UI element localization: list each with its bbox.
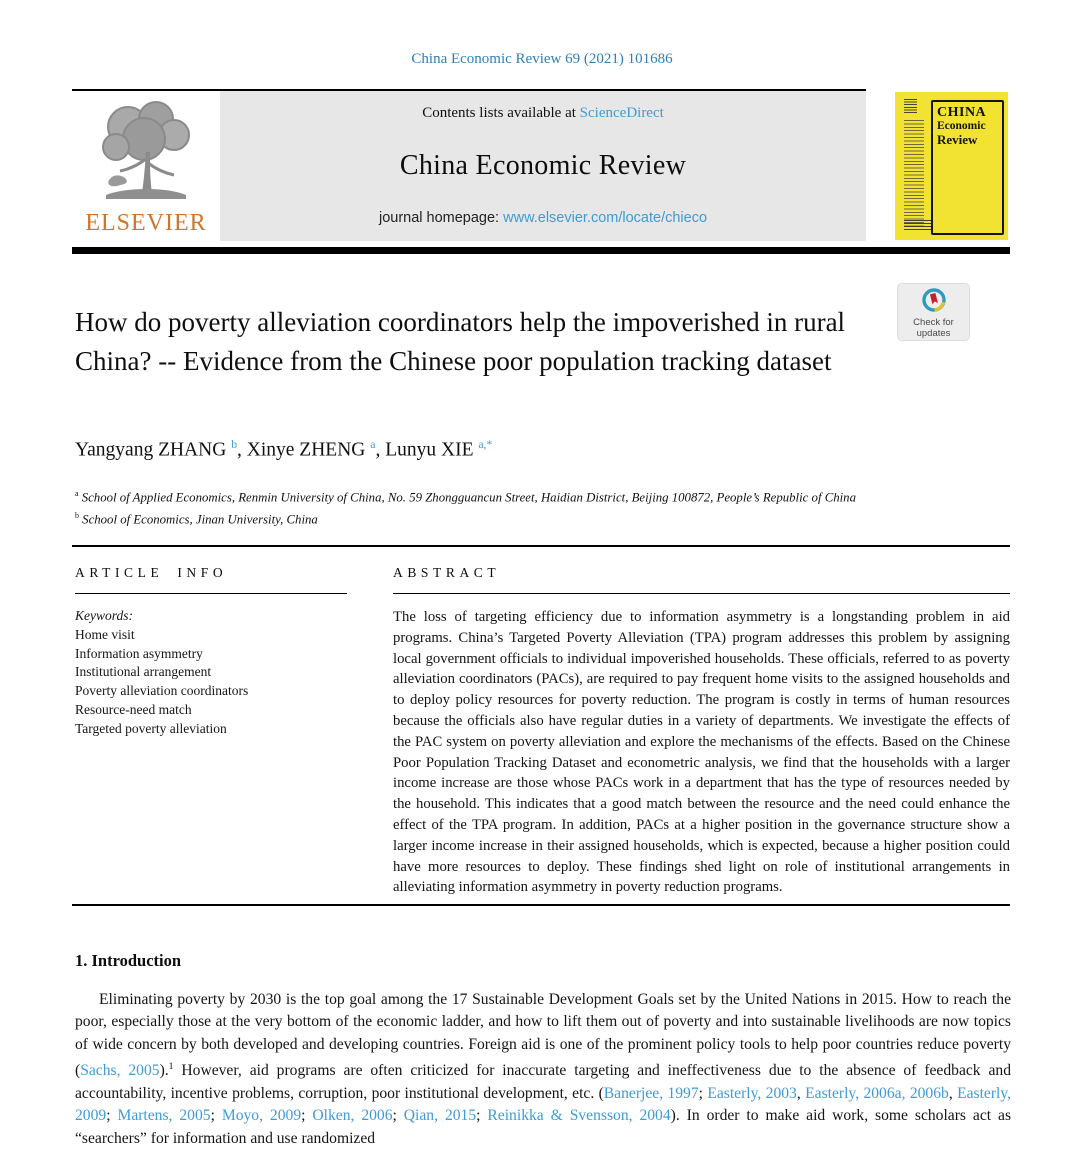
cover-title-line2: Economic bbox=[937, 120, 986, 132]
text-segment: ; bbox=[210, 1107, 222, 1125]
keywords-list bbox=[75, 626, 347, 739]
superscript: a bbox=[75, 489, 79, 498]
text-segment: ; bbox=[476, 1107, 488, 1125]
citation-link[interactable]: Olken, 2006 bbox=[312, 1107, 393, 1125]
section-divider-top bbox=[72, 545, 1010, 547]
article-title: How do poverty alleviation coordinators help the impoverished in rural China? -- Evidence from the Chinese poor population tracking dataset bbox=[75, 307, 846, 376]
author-line bbox=[75, 438, 875, 462]
text-segment: ; bbox=[698, 1084, 708, 1102]
cover-title-box bbox=[931, 100, 1004, 235]
journal-title: China Economic Review bbox=[399, 150, 687, 181]
text-segment: journal homepage: bbox=[378, 210, 504, 226]
text-segment: , Xinye ZHENG bbox=[237, 439, 371, 461]
citation-link[interactable]: ScienceDirect bbox=[579, 105, 664, 121]
affiliation-b bbox=[75, 507, 935, 529]
citation-link[interactable]: Easterly, 2006a, 2006b bbox=[805, 1084, 949, 1102]
affiliations bbox=[75, 485, 935, 529]
text-segment: School of Economics, Jinan University, China bbox=[78, 512, 318, 527]
cover-editors-fineprint bbox=[904, 120, 924, 226]
info-abstract-section bbox=[75, 565, 1010, 898]
citation-link[interactable]: www.elsevier.com/locate/chieco bbox=[503, 210, 708, 226]
abstract-heading: ABSTRACT bbox=[393, 565, 1010, 594]
superscript: 1 bbox=[168, 1061, 174, 1073]
cover-society-fineprint bbox=[904, 220, 931, 231]
citation-link[interactable]: Easterly, 2009 bbox=[75, 1084, 1012, 1125]
journal-cover-thumbnail[interactable] bbox=[895, 92, 1008, 240]
citation-link[interactable]: Banerjee, 1997 bbox=[603, 1084, 699, 1102]
article-info-column bbox=[75, 565, 347, 898]
text-segment: Yangyang ZHANG bbox=[75, 439, 232, 461]
text-segment: School of Applied Economics, Renmin University of China, No. 59 Zhongguancun Street, Haidian District, Beijing 100872, People’s Republic of China bbox=[78, 490, 856, 505]
text-segment: , bbox=[948, 1084, 958, 1102]
crossmark-icon bbox=[921, 287, 947, 313]
citation-link[interactable]: Martens, 2005 bbox=[117, 1107, 211, 1125]
section-divider-bottom bbox=[72, 904, 1010, 906]
affiliation-a bbox=[75, 485, 935, 507]
check-for-updates-badge[interactable] bbox=[897, 283, 970, 341]
superscript: a bbox=[370, 438, 376, 451]
keyword-item: Information asymmetry bbox=[75, 645, 203, 661]
abstract-column bbox=[393, 565, 1010, 898]
badge-label-line1: Check for bbox=[913, 317, 954, 328]
keyword-item: Poverty alleviation coordinators bbox=[75, 683, 249, 699]
superscript: b bbox=[231, 438, 238, 451]
journal-homepage-line bbox=[379, 210, 707, 226]
text-segment: , bbox=[796, 1084, 806, 1102]
journal-banner bbox=[220, 91, 866, 241]
text-segment: ). bbox=[159, 1062, 169, 1080]
journal-citation-link[interactable]: China Economic Review 69 (2021) 101686 bbox=[411, 51, 673, 67]
introduction-heading: 1. Introduction bbox=[75, 951, 182, 970]
contents-list-line bbox=[422, 105, 664, 122]
keyword-item: Home visit bbox=[75, 626, 135, 642]
badge-label-line2: updates bbox=[916, 327, 951, 339]
abstract-text: The loss of targeting efficiency due to information asymmetry is a longstanding problem in aid programs. China’s Targeted Poverty Alleviation (TPA) program addresses this problem by assigning local government officials to individual impoverished households. These officials, referred to as poverty alleviation coordinators (PACs), are required to pay frequent home visits to the assigned households and to deploy policy resources for poverty reduction. The program is costly in terms of human resources because the officials also have regular duties in a variety of departments. We investigate the effects of the PAC system on poverty alleviation and explore the mechanisms of the effects. Based on the Chinese Poor Population Tracking Dataset and econometric analysis, we find that the households with a larger income increase are those whose PACs work in a department that has the type of resources needed by the household. This indicates that a good match between the resource and the need could enhance the effect of the TPA program. In addition, PACs at a higher position in the governance structure show a larger income increase in their assigned households, which is expected, because a higher position could have more resources to deploy. These findings shed light on role of institutional arrangements in alleviating information asymmetry in poverty reduction programs. bbox=[393, 609, 1010, 896]
journal-header bbox=[72, 89, 866, 241]
cover-title-line3: Review bbox=[937, 132, 978, 147]
superscript: b bbox=[75, 510, 79, 520]
text-segment: ; bbox=[392, 1107, 404, 1125]
keyword-item: Resource-need match bbox=[75, 701, 192, 717]
text-segment: Contents lists available at bbox=[422, 105, 580, 121]
citation-link[interactable]: Reinikka & Svensson, 2004 bbox=[487, 1107, 671, 1125]
header-divider-bar bbox=[72, 247, 1010, 254]
cover-title-line1: CHINA bbox=[937, 105, 987, 120]
keyword-item: Targeted poverty alleviation bbox=[75, 720, 227, 736]
text-segment: Eliminating poverty by 2030 is the top goal among the 17 Sustainable Development Goals set by the United Nations in 2015. How to reach the poor, especially those at the very bottom of the economic ladder, and how to lift them out of poverty and into sustainable livelihoods are now topics of wide concern by both developed and developing countries. Foreign aid is one of the prominent policy tools to help poor countries reduce poverty ( bbox=[75, 991, 1011, 1080]
citation-link[interactable]: Easterly, 2003 bbox=[707, 1084, 797, 1102]
keyword-item: Institutional arrangement bbox=[75, 664, 212, 680]
text-segment: , Lunyu XIE bbox=[375, 439, 479, 461]
citation-link[interactable]: Moyo, 2009 bbox=[221, 1107, 302, 1125]
superscript: a,* bbox=[478, 438, 493, 451]
elsevier-wordmark: ELSEVIER bbox=[85, 210, 207, 236]
text-segment: However, aid programs are often criticized for inaccurate targeting and ineffectiveness due to the absence of feedback and accountability, incentive problems, corruption, poor institutional development, etc. ( bbox=[75, 1062, 1011, 1102]
cover-publisher-mark bbox=[904, 99, 917, 114]
text-segment: ; bbox=[106, 1107, 118, 1125]
citation-link[interactable]: Qian, 2015 bbox=[403, 1107, 477, 1125]
introduction-paragraph bbox=[75, 989, 1011, 1150]
elsevier-logo bbox=[72, 91, 220, 241]
keywords-label: Keywords: bbox=[75, 608, 133, 623]
article-info-heading: ARTICLE INFO bbox=[75, 565, 347, 594]
citation-link[interactable]: Sachs, 2005 bbox=[80, 1062, 160, 1080]
elsevier-tree-icon bbox=[90, 97, 202, 215]
text-segment: ; bbox=[301, 1107, 313, 1125]
text-segment: ). In order to make aid work, some scholars act as “searchers” for information and use randomized bbox=[75, 1107, 1012, 1147]
badge-label bbox=[898, 318, 969, 339]
